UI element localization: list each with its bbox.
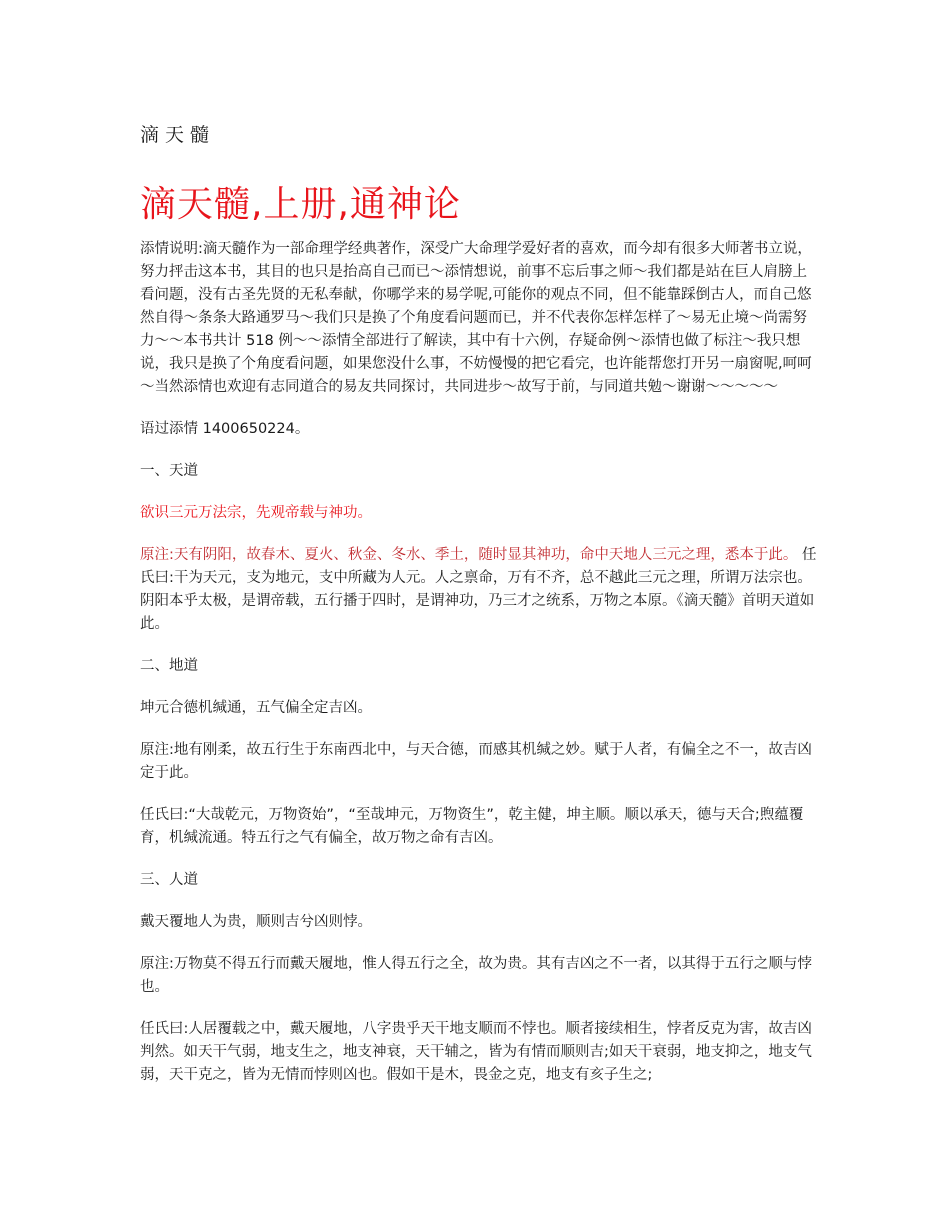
ren-commentary-tiandao: 任氏曰:干为天元，支为地元，支中所藏为人元。人之禀命，万有不齐，总不越此三元之理，所谓万法宗也。阴阳本乎太极，是谓帝载，五行播于四时，是谓神功，乃三才之统系，万物之本原。《滴天髓》首明天道如此。 bbox=[140, 547, 817, 632]
ren-commentary-rendao: 任氏曰:人居覆载之中，戴天履地，八字贵乎天干地支顺而不悖也。顺者接续相生，悖者反克为害，故吉凶判然。如天干气弱，地支生之，地支神衰，天干辅之，皆为有情而顺则吉;如天干衰弱，地支抑之，地支气弱，天干克之，皆为无情而悖则凶也。假如干是木，畏金之克，地支有亥子生之; bbox=[140, 1021, 812, 1083]
contact-line: 语过添情 1400650224。 bbox=[140, 421, 310, 437]
commentary-tiandao bbox=[140, 544, 820, 636]
original-note-didao: 原注:地有刚柔，故五行生于东南西北中，与天合德，而感其机缄之妙。赋于人者，有偏全之不一，故吉凶定于此。 bbox=[140, 742, 812, 781]
intro-paragraph: 添情说明:滴天髓作为一部命理学经典著作，深受广大命理学爱好者的喜欢，而今却有很多大师著书立说，努力抨击这本书，其目的也只是抬高自己而已～添情想说，前事不忘后事之师～我们都是站在巨人肩膀上看问题，没有古圣先贤的无私奉献，你哪学来的易学呢,可能你的观点不同，但不能靠踩倒古人，而自己悠然自得～条条大路通罗马～我们只是换了个角度看问题而已，并不代表你怎样怎样了～易无止境～尚需努力～～本书共计 518 例～～添情全部进行了解读，其中有十六例，存疑命例～添情也做了标注～我只想说，我只是换了个角度看问题，如果您没什么事，不妨慢慢的把它看完，也许能帮您打开另一扇窗呢,呵呵～当然添情也欢迎有志同道合的易友共同探讨，共同进步～故写于前，与同道共勉～谢谢～～～～～ bbox=[140, 241, 812, 395]
verse-tiandao: 欲识三元万法宗，先观帝载与神功。 bbox=[140, 505, 372, 521]
verse-didao: 坤元合德机缄通，五气偏全定吉凶。 bbox=[140, 700, 372, 716]
section-heading-rendao: 三、人道 bbox=[140, 872, 198, 888]
original-note-tiandao: 原注:天有阴阳，故春木、夏火、秋金、冬水、季土，随时显其神功，命中天地人三元之理，悉本于此。 bbox=[140, 547, 798, 563]
section-heading-didao: 二、地道 bbox=[140, 658, 198, 674]
document-body bbox=[140, 238, 820, 1106]
document-title: 滴天髓,上册,通神论 bbox=[140, 184, 461, 225]
section-heading-tiandao: 一、天道 bbox=[140, 463, 198, 479]
document-header: 滴天髓 bbox=[140, 124, 216, 146]
original-note-rendao: 原注:万物莫不得五行而戴天履地，惟人得五行之全，故为贵。其有吉凶之不一者，以其得于五行之顺与悖也。 bbox=[140, 956, 812, 995]
ren-commentary-didao: 任氏曰:“大哉乾元，万物资始”，“至哉坤元，万物资生”，乾主健，坤主顺。顺以承天，德与天合;煦蕴覆育，机缄流通。特五行之气有偏全，故万物之命有吉凶。 bbox=[140, 807, 804, 846]
verse-rendao: 戴天覆地人为贵，顺则吉兮凶则悖。 bbox=[140, 914, 372, 930]
